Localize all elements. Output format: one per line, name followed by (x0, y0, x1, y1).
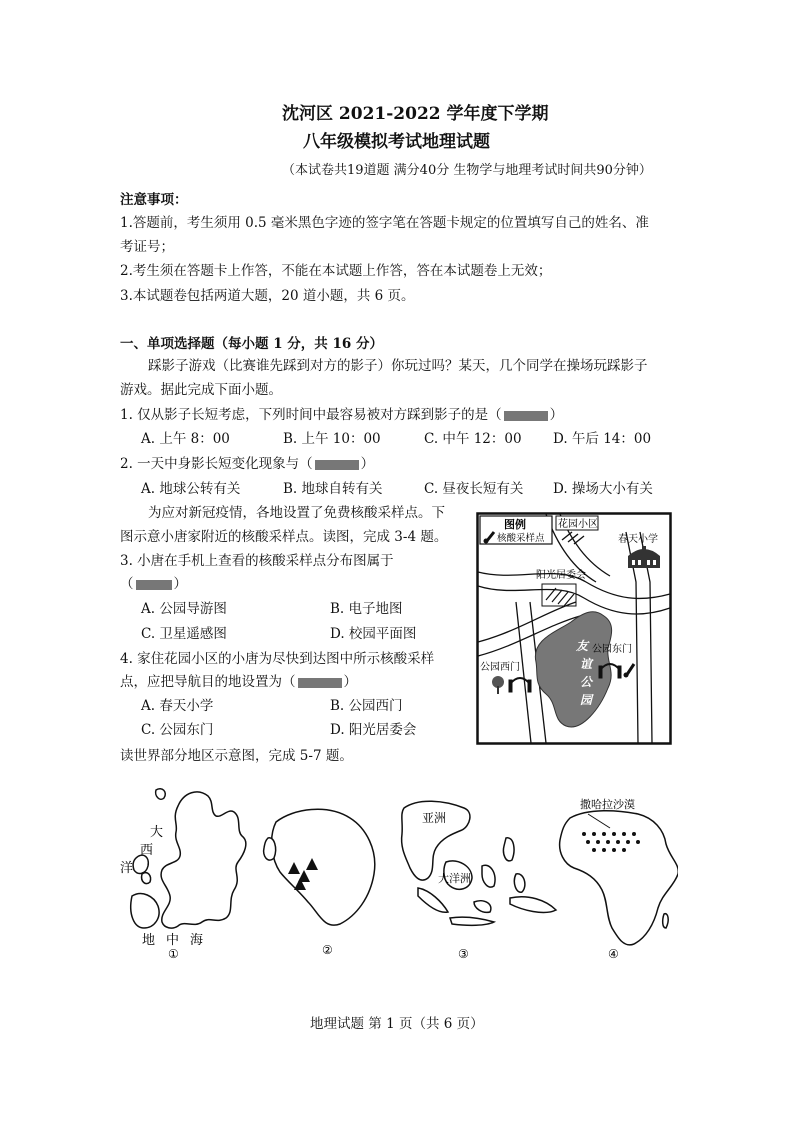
region-map-africa (560, 811, 678, 945)
question-1-close: ） (549, 407, 564, 423)
q4-option-c: C. 公园东门 (141, 722, 214, 738)
label-committee: 阳光居委会 (536, 570, 586, 581)
note-1: 1.答题前，考生须用 0.5 毫米黑色字迹的签字笔在答题卡规定的位置填写自己的姓名、准 (120, 215, 649, 231)
label-atlantic-2: 西 (140, 843, 154, 858)
q3-option-a: A. 公园导游图 (141, 601, 227, 617)
section-heading: 一、单项选择题（每小题 1 分，共 16 分） (120, 336, 383, 352)
question-3-blank (120, 574, 187, 594)
notes-heading: 注意事项： (120, 192, 188, 208)
page-footer: 地理试题 第 1 页（共 6 页） (310, 1016, 484, 1032)
park-name-4: 园 (580, 693, 593, 707)
label-mediterranean-2: 中 (166, 933, 180, 948)
answer-blank (315, 460, 359, 470)
q1-option-c: C. 中午 12：00 (424, 431, 522, 447)
intro-world: 读世界部分地区示意图，完成 5-7 题。 (120, 748, 353, 764)
question-4-cont (120, 672, 357, 692)
intro-covid-2: 图示意小唐家附近的核酸采样点。读图，完成 3-4 题。 (120, 529, 448, 545)
region-number-1: ① (168, 947, 179, 961)
q1-option-d: D. 午后 14：00 (553, 431, 652, 447)
exam-subtitle: 八年级模拟考试地理试题 (303, 132, 490, 152)
label-garden-community: 花园小区 (558, 519, 598, 530)
q4-option-d: D. 阳光居委会 (330, 722, 417, 738)
label-oceania: 大洋洲 (438, 872, 471, 885)
label-mediterranean-3: 海 (190, 933, 204, 948)
park-name-3: 公 (580, 675, 593, 689)
park-name-1: 友 (576, 639, 589, 653)
q1-option-a: A. 上午 8：00 (141, 431, 230, 447)
legend-item: 核酸采样点 (497, 533, 545, 544)
label-park-west-gate: 公园西门 (480, 662, 520, 673)
question-4-close: ） (343, 674, 357, 690)
label-park-east-gate: 公园东门 (592, 644, 632, 655)
intro-shadow-2: 游戏。据此完成下面小题。 (120, 382, 282, 398)
label-mediterranean-1: 地 (142, 933, 156, 948)
q3-option-b: B. 电子地图 (330, 601, 403, 617)
region-map-middle-east (264, 809, 375, 925)
note-2: 2.考生须在答题卡上作答，不能在本试题上作答，答在本试题卷上无效； (120, 263, 552, 279)
label-atlantic-3: 洋 (120, 861, 134, 876)
intro-covid-1: 为应对新冠疫情，各地设置了免费核酸采样点。下 (148, 505, 445, 521)
q3-option-c: C. 卫星遥感图 (141, 626, 227, 642)
q4-option-a: A. 春天小学 (141, 698, 214, 714)
region-number-3: ③ (458, 947, 469, 961)
q3-option-d: D. 校园平面图 (330, 626, 417, 642)
region-number-4: ④ (608, 947, 619, 961)
q2-option-d: D. 操场大小有关 (553, 481, 653, 497)
note-3: 3.本试题卷包括两道大题，20 道小题，共 6 页。 (120, 288, 415, 304)
note-1-cont: 考证号； (120, 239, 174, 255)
park-name-2: 谊 (580, 657, 593, 671)
q2-option-c: C. 昼夜长短有关 (424, 481, 524, 497)
label-spring-school: 春天小学 (618, 534, 658, 545)
answer-blank (298, 678, 342, 688)
label-sahara: 撒哈拉沙漠 (580, 798, 635, 811)
question-1-stem: 1. 仅从影子长短考虑，下列时间中最容易被对方踩到影子的是（ (120, 407, 502, 423)
legend-title: 图例 (504, 518, 526, 531)
exam-info: （本试卷共19道题 满分40分 生物学与地理考试时间共90分钟） (282, 163, 652, 178)
region-number-2: ② (322, 943, 333, 957)
question-2-close: ） (360, 456, 375, 472)
answer-blank (136, 580, 172, 590)
region-map-europe (131, 789, 246, 928)
question-3: 3. 小唐在手机上查看的核酸采样点分布图属于 (120, 553, 394, 569)
exam-title: 沈河区 2021-2022 学年度下学期 (282, 104, 549, 124)
world-region-maps (118, 778, 678, 968)
question-2 (120, 454, 374, 474)
label-asia: 亚洲 (422, 811, 447, 825)
q4-option-b: B. 公园西门 (330, 698, 403, 714)
q2-option-b: B. 地球自转有关 (283, 481, 383, 497)
question-1 (120, 405, 563, 425)
question-3-open: （ (120, 576, 134, 592)
question-2-stem: 2. 一天中身影长短变化现象与（ (120, 456, 313, 472)
intro-shadow-1: 踩影子游戏（比赛谁先踩到对方的影子）你玩过吗？某天，几个同学在操场玩踩影子 (148, 358, 648, 374)
q1-option-b: B. 上午 10：00 (283, 431, 381, 447)
q2-option-a: A. 地球公转有关 (141, 481, 241, 497)
neighborhood-map (476, 512, 672, 745)
answer-blank (504, 411, 548, 421)
question-4-stem: 点，应把导航目的地设置为（ (120, 674, 296, 690)
question-3-close: ） (173, 576, 187, 592)
label-atlantic-1: 大 (150, 825, 164, 840)
question-4: 4. 家住花园小区的小唐为尽快到达图中所示核酸采样 (120, 651, 435, 667)
